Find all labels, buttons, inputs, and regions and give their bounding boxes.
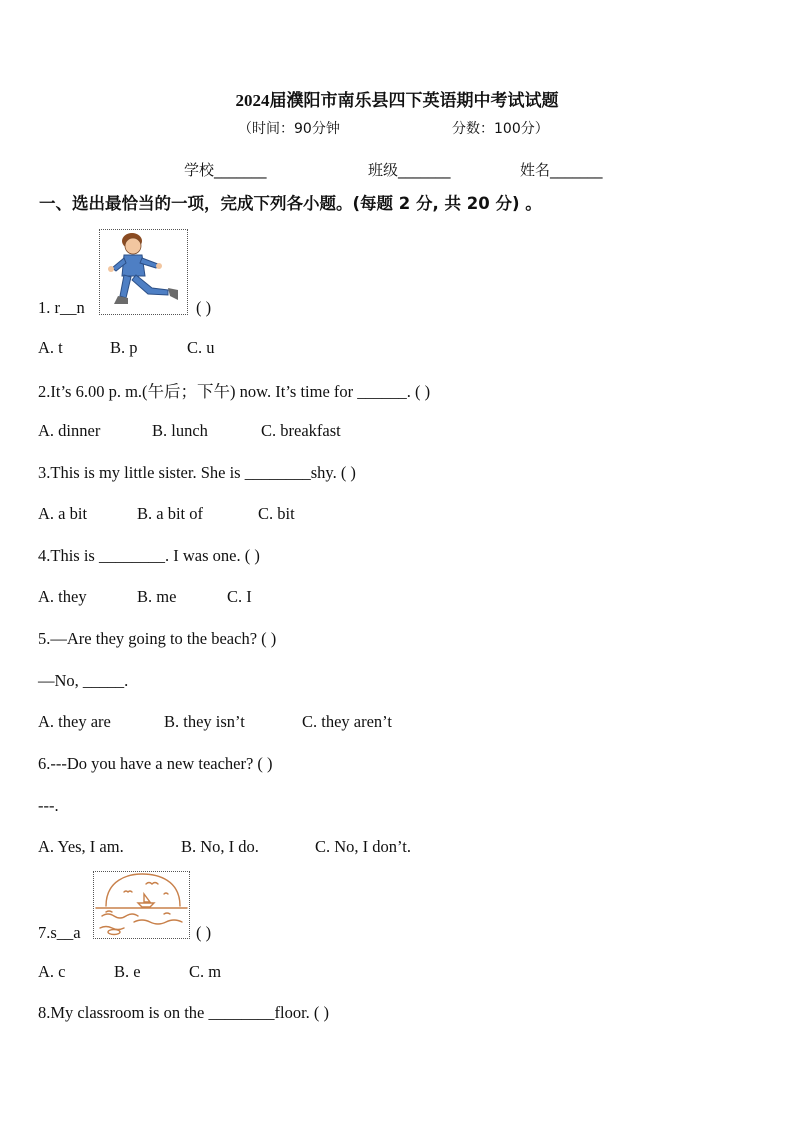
running-boy-icon bbox=[100, 230, 187, 314]
page-title: 2024届濮阳市南乐县四下英语期中考试试题 bbox=[235, 91, 559, 110]
question-1-answer-paren: ( ) bbox=[196, 298, 212, 317]
question-6-option-c: C. No, I don’t. bbox=[315, 837, 411, 856]
question-4-option-a: A. they bbox=[38, 587, 87, 606]
question-2-option-b: B. lunch bbox=[152, 421, 208, 440]
name-field: 姓名_______ bbox=[520, 161, 603, 179]
school-field: 学校_______ bbox=[184, 161, 267, 179]
exam-time: （时间：90分钟 bbox=[238, 121, 340, 137]
question-7-option-b: B. e bbox=[114, 962, 141, 981]
question-4-stem: 4.This is ________. I was one. ( ) bbox=[38, 546, 260, 565]
running-boy-picture bbox=[99, 229, 188, 315]
question-7-option-c: C. m bbox=[189, 962, 222, 981]
question-1-stem: 1. r__n bbox=[38, 298, 85, 317]
question-3-option-b: B. a bit of bbox=[137, 504, 203, 523]
question-7-stem: 7.s__a bbox=[38, 923, 81, 942]
question-6-stem: 6.---Do you have a new teacher? ( ) bbox=[38, 754, 273, 773]
question-1-option-c: C. u bbox=[187, 338, 215, 357]
question-5-option-a: A. they are bbox=[38, 712, 111, 731]
section-heading: 一、选出最恰当的一项，完成下列各小题。(每题 2 分, 共 20 分) 。 bbox=[39, 194, 542, 213]
question-1-option-a: A. t bbox=[38, 338, 63, 357]
question-6-option-a: A. Yes, I am. bbox=[38, 837, 124, 856]
question-5-reply: —No, _____. bbox=[38, 671, 129, 690]
sea-sun-icon bbox=[94, 872, 189, 938]
question-3-option-c: C. bit bbox=[258, 504, 295, 523]
question-3-stem: 3.This is my little sister. She is ________shy. ( ) bbox=[38, 463, 356, 482]
question-3-option-a: A. a bit bbox=[38, 504, 88, 523]
question-5-option-c: C. they aren’t bbox=[302, 712, 392, 731]
question-7-answer-paren: ( ) bbox=[196, 923, 212, 942]
class-field: 班级_______ bbox=[368, 161, 451, 179]
question-2-option-a: A. dinner bbox=[38, 421, 101, 440]
question-2-stem: 2.It’s 6.00 p. m.(午后；下午) now. It’s time for ______. ( ) bbox=[38, 382, 431, 401]
question-1-option-b: B. p bbox=[110, 338, 138, 357]
question-6-reply: ---. bbox=[38, 796, 59, 815]
question-8-stem: 8.My classroom is on the ________floor. ( ) bbox=[38, 1003, 330, 1022]
exam-score: 分数：100分） bbox=[452, 121, 549, 137]
question-5-stem: 5.—Are they going to the beach? ( ) bbox=[38, 629, 277, 648]
question-7-option-a: A. c bbox=[38, 962, 66, 981]
question-2-option-c: C. breakfast bbox=[261, 421, 341, 440]
question-6-option-b: B. No, I do. bbox=[181, 837, 259, 856]
question-4-option-b: B. me bbox=[137, 587, 177, 606]
question-5-option-b: B. they isn’t bbox=[164, 712, 245, 731]
sea-picture bbox=[93, 871, 190, 939]
question-4-option-c: C. I bbox=[227, 587, 252, 606]
